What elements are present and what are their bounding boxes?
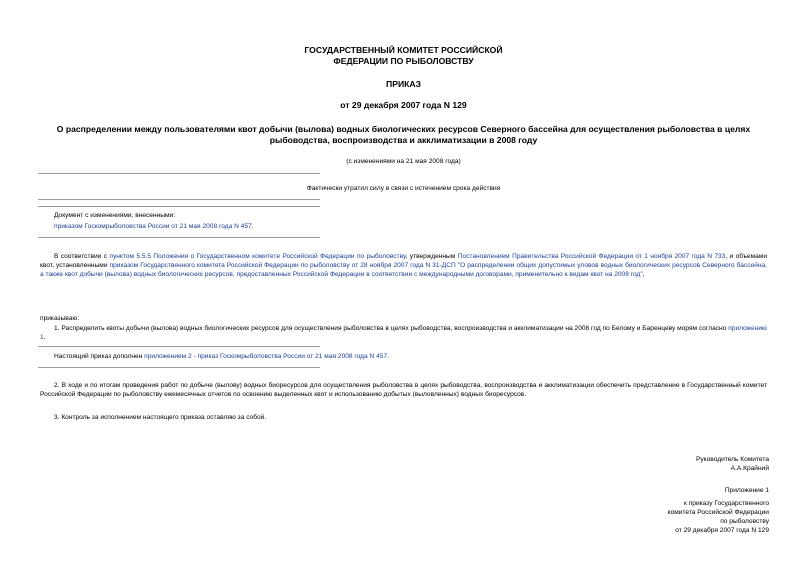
amend-box-suffix: . — [251, 223, 254, 230]
item-1 — [40, 324, 767, 342]
item-1-text: 1. Распределить квоты добычи (вылова) водных биологических ресурсов для осуществления рыболовства в целях рыбоводства, воспроизводства и акклиматизации на 2008 год по Белому и Баренцеву морям согласно — [54, 325, 729, 332]
preamble-text: В соответствии с — [54, 253, 110, 260]
appendix-line: от 29 декабря 2007 года N 129 — [675, 527, 769, 534]
doc-type: ПРИКАЗ — [386, 79, 421, 89]
signature-name: А.А.Крайний — [730, 465, 769, 472]
status-note: Фактически утратил силу в связи с истечением срока действия — [306, 185, 501, 192]
regulation-link[interactable]: пунктом 5.5.5 Положения о Государственном комитете Российской Федерации по рыболовству — [109, 253, 406, 260]
appendix-line: по рыболовству — [720, 518, 769, 525]
divider — [38, 237, 320, 238]
subject-line-1: О распределении между пользователями квот добычи (вылова) водных биологических ресурсов Северного бассейна для осуществления рыболовства в целях — [56, 124, 751, 134]
divider — [38, 173, 320, 174]
doc-subject — [40, 124, 767, 146]
amend-order-link[interactable]: приказом Госкомрыболовства России от 21 мая 2008 года N 457 — [54, 223, 252, 230]
amend-box-label: Документ с изменениями, внесенными: — [54, 212, 176, 219]
preamble-text: , утвержденным — [405, 253, 458, 260]
supplement-suffix: . — [387, 353, 389, 360]
government-decree-link[interactable]: Постановлением Правительства Российской Федерации от 1 ноября 2007 года N 733 — [457, 253, 726, 260]
committee-line-2: ФЕДЕРАЦИИ ПО РЫБОЛОВСТВУ — [333, 56, 474, 66]
divider — [38, 367, 320, 368]
amendments-note: (с изменениями на 21 мая 2008 года) — [346, 158, 461, 165]
item-1-suffix: . — [43, 334, 46, 341]
supplement-text: Настоящий приказ дополнен — [54, 353, 145, 360]
appendix-line: комитета Российской Федерации — [667, 509, 769, 516]
appendix-header — [668, 486, 769, 535]
divider — [38, 346, 320, 347]
order-word: приказываю: — [40, 315, 80, 322]
appendix-2-link[interactable]: приложением 2 - приказ Госкомрыболовства России от 21 мая 2008 года N 457 — [144, 353, 388, 360]
appendix-line: к приказу Государственного — [684, 500, 769, 507]
preamble-paragraph — [40, 252, 767, 279]
appendix-title: Приложение 1 — [724, 487, 769, 494]
appendix-1-link[interactable]: приложению 1 — [40, 325, 767, 341]
item-2: 2. В ходе и по итогам проведения работ по добыче (вылову) водных биоресурсов для осуществления рыболовства в целях рыбоводства, воспроизводства и акклиматизации обеспечить представление в Государственный комитет Российской Федерации по рыболовству ежемесячных отчетов по освоению выделенных квот и использованию добытых (выловленных) водных биоресурсов. — [40, 382, 767, 398]
committee-line-1: ГОСУДАРСТВЕННЫЙ КОМИТЕТ РОССИЙСКОЙ — [304, 45, 503, 55]
subject-line-2: рыбоводства, воспроизводства и акклиматизации в 2008 году — [269, 135, 538, 145]
committee-order-link[interactable]: приказом Государственного комитета Российской Федерации по рыболовству от 28 ноября 2007 года N 31-ДСП "О распределении общих допустимых уловов водных биологических ресурсов Северного бассейна, а также квот добычи (вылова) водных биологических ресурсов, предоставленных Российской Федерации в соответствии с международными договорами, применительно к видам квот на 2008 год" — [40, 262, 767, 278]
item-3: 3. Контроль за исполнением настоящего приказа оставляю за собой. — [54, 414, 267, 421]
signature-position: Руководитель Комитета — [695, 456, 769, 463]
signature-block — [696, 455, 769, 473]
committee-name — [40, 45, 767, 67]
doc-date: от 29 декабря 2007 года N 129 — [340, 100, 467, 110]
preamble-text: , и объемами квот, установленными — [40, 253, 767, 269]
divider — [38, 199, 320, 200]
supplement-note — [54, 352, 754, 361]
divider — [38, 206, 320, 207]
preamble-text: , — [642, 271, 645, 278]
amend-box-entry — [54, 222, 654, 231]
